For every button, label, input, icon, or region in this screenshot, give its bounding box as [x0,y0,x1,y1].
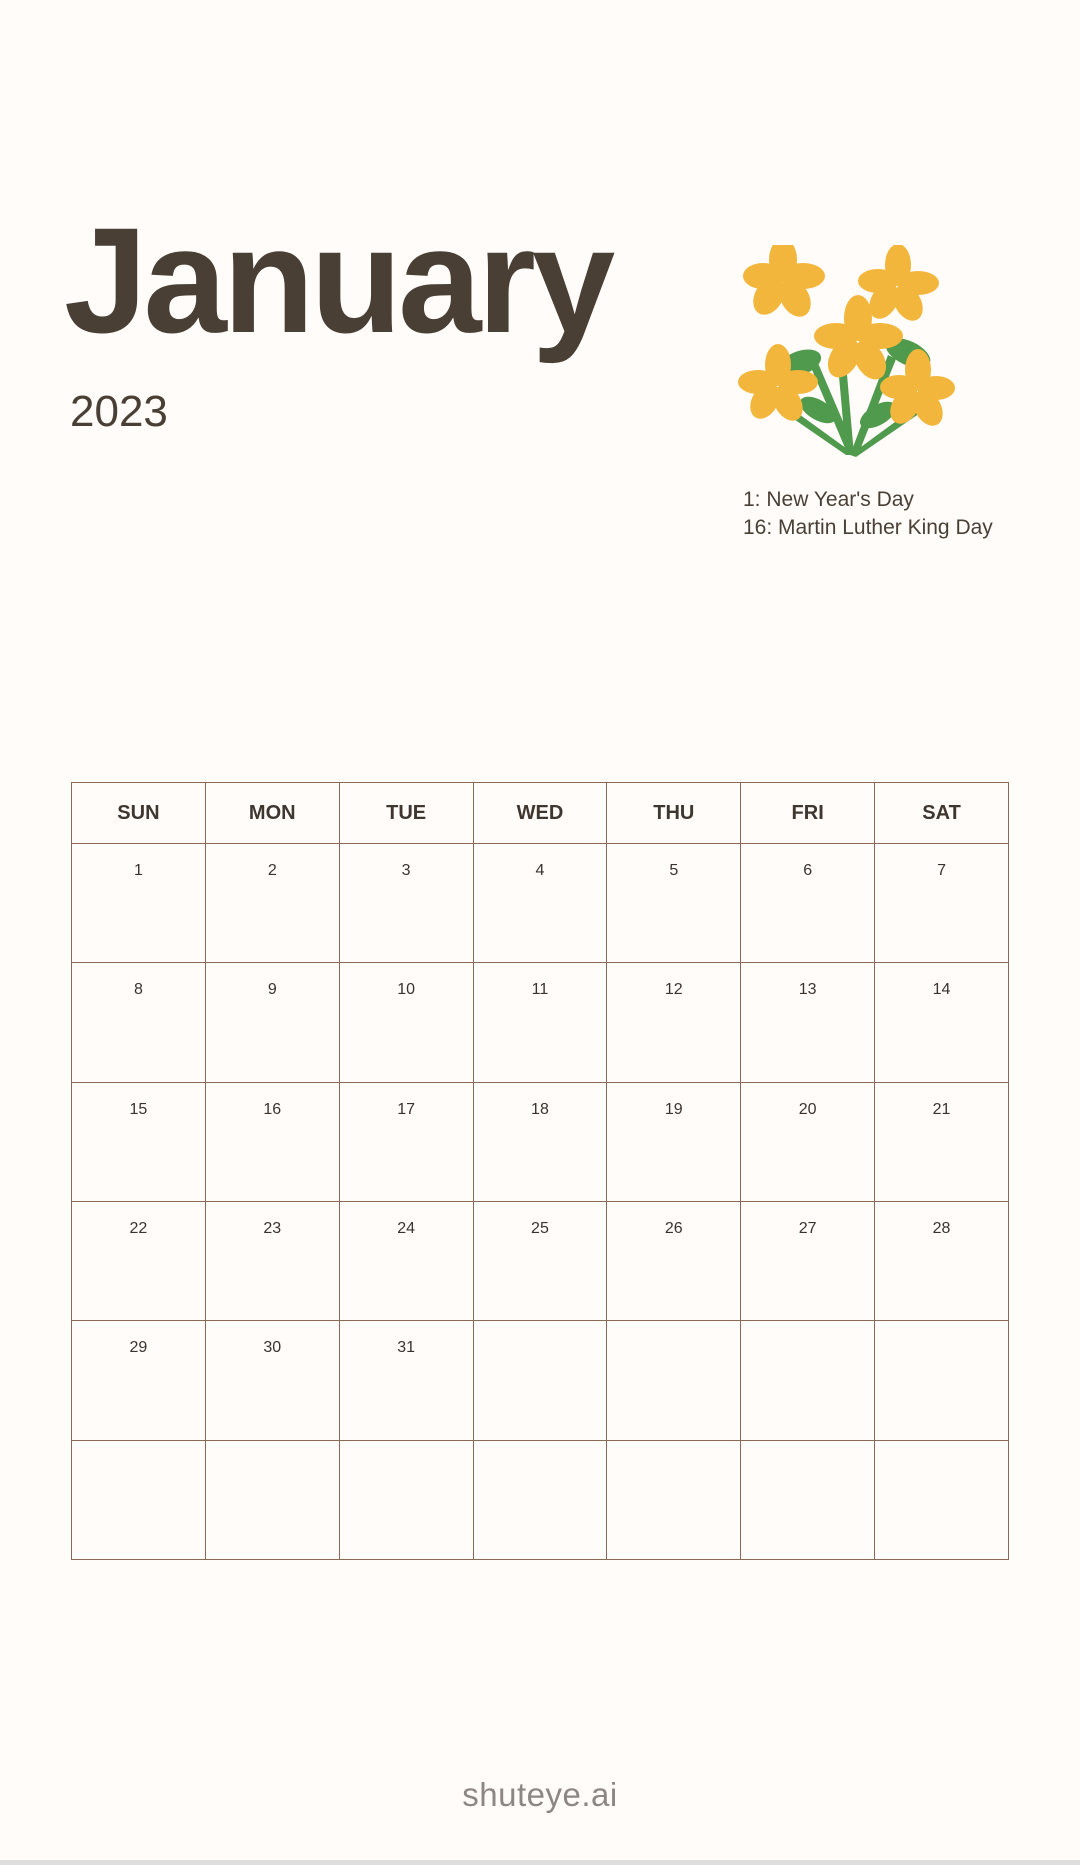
day-number: 10 [397,981,415,999]
day-cell [875,963,1009,1082]
day-cell [875,1082,1009,1201]
day-number: 9 [267,981,277,999]
day-cell [72,963,206,1082]
weekday-mon: MON [205,783,339,844]
day-cell [473,1201,607,1320]
day-cell [473,963,607,1082]
day-cell [339,963,473,1082]
day-cell [875,844,1009,963]
day-cell [607,1201,741,1320]
day-number: 30 [263,1339,282,1357]
day-number: 8 [133,981,143,999]
day-number: 18 [531,1100,549,1118]
day-cell [339,1440,473,1559]
day-number: 27 [798,1219,817,1237]
day-number: 20 [798,1100,817,1118]
day-number: 7 [937,862,946,879]
day-cell [741,1201,875,1320]
holiday-list [743,486,993,542]
day-cell [339,1321,473,1440]
day-number: 13 [798,981,817,999]
day-cell [741,1082,875,1201]
day-number [741,1321,874,1339]
weekday-fri: FRI [741,783,875,844]
day-number: 5 [669,862,679,879]
day-cell [473,1440,607,1559]
weekday-tue: TUE [339,783,473,844]
day-cell [607,1082,741,1201]
day-number [206,1441,339,1459]
day-cell [205,1201,339,1320]
day-cell [875,1201,1009,1320]
day-cell [72,1440,206,1559]
week-row [72,844,1009,963]
day-number: 23 [263,1219,282,1237]
day-number: 4 [535,862,545,879]
day-cell [607,1321,741,1440]
footer-brand: shuteye.ai [462,1776,618,1813]
day-cell [741,1440,875,1559]
day-number [741,1441,874,1459]
week-row [72,963,1009,1082]
day-cell [607,963,741,1082]
day-cell [473,1321,607,1440]
week-row [72,1440,1009,1559]
day-number: 17 [397,1100,415,1118]
day-number: 12 [664,981,683,999]
day-number [474,1441,607,1459]
bottom-divider [0,1860,1080,1865]
day-number: 19 [664,1100,683,1118]
day-cell [607,844,741,963]
weekday-header-row [72,783,1009,844]
day-number: 16 [263,1100,282,1118]
calendar-grid [71,782,1009,1560]
day-cell [607,1440,741,1559]
day-number [875,1321,1008,1339]
day-cell [339,1082,473,1201]
day-cell [741,844,875,963]
day-cell [875,1440,1009,1559]
holiday-item: 16: Martin Luther King Day [743,516,993,539]
day-number: 11 [531,981,549,999]
day-cell [72,844,206,963]
day-number [607,1441,740,1459]
day-cell [205,1082,339,1201]
week-row [72,1201,1009,1320]
week-row [72,1082,1009,1201]
month-title: January [64,196,612,364]
day-cell [205,844,339,963]
day-number: 3 [401,862,411,879]
day-number [340,1441,473,1459]
day-number: 24 [397,1219,415,1237]
week-row [72,1321,1009,1440]
day-cell [339,844,473,963]
day-cell [205,963,339,1082]
day-number: 15 [129,1100,148,1118]
day-cell [875,1321,1009,1440]
year-label: 2023 [70,387,168,436]
flower-bouquet-icon [738,245,958,465]
weekday-sat: SAT [875,783,1009,844]
weekday-thu: THU [607,783,741,844]
day-number: 1 [133,862,143,879]
day-cell [741,963,875,1082]
day-number [607,1321,740,1339]
day-cell [339,1201,473,1320]
day-number: 31 [397,1339,415,1357]
day-cell [205,1321,339,1440]
day-cell [473,844,607,963]
day-number: 25 [531,1219,549,1237]
day-cell [473,1082,607,1201]
day-number: 29 [129,1339,148,1357]
day-number: 21 [932,1100,951,1118]
day-number: 28 [932,1219,951,1237]
weekday-sun: SUN [72,783,206,844]
day-number: 14 [932,981,951,999]
day-number [474,1321,607,1339]
day-cell [72,1201,206,1320]
day-cell [72,1321,206,1440]
day-number [875,1441,1008,1459]
day-number: 6 [803,862,813,879]
day-number [72,1441,205,1459]
day-cell [72,1082,206,1201]
day-number: 26 [664,1219,683,1237]
day-number: 22 [129,1219,148,1237]
weekday-wed: WED [473,783,607,844]
day-number: 2 [267,862,277,879]
day-cell [205,1440,339,1559]
holiday-item: 1: New Year's Day [743,488,914,511]
day-cell [741,1321,875,1440]
